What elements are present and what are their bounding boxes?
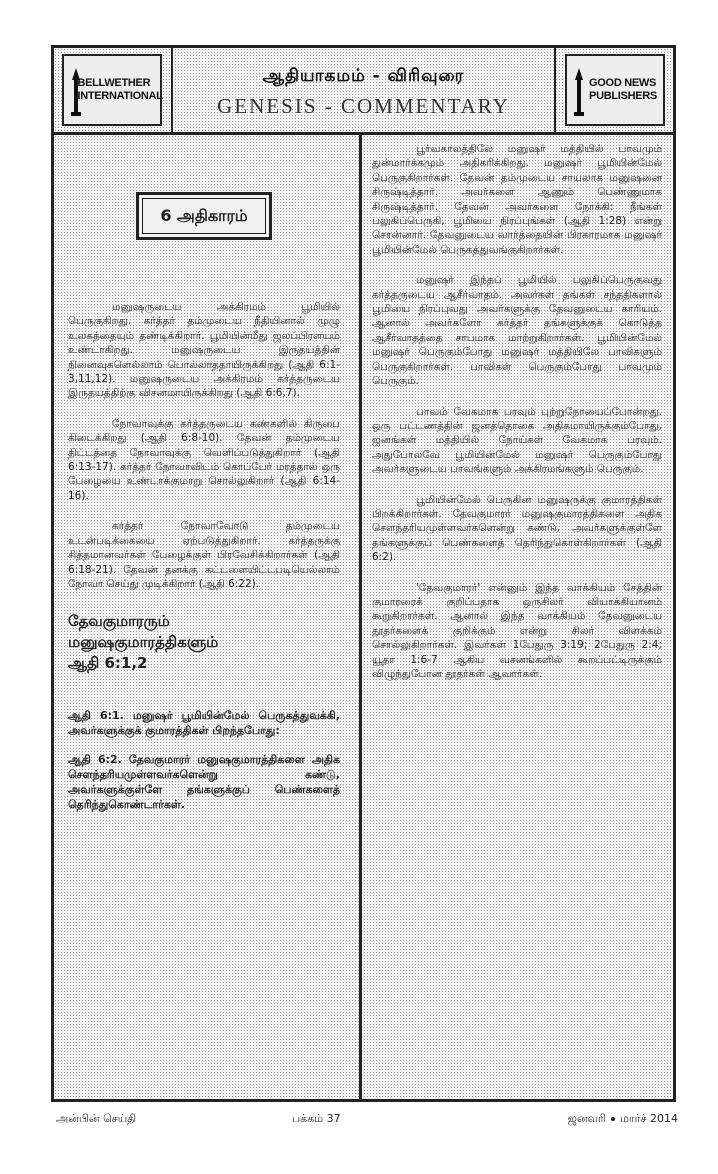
- pen-nib-icon: [573, 66, 585, 118]
- left-column: [68, 138, 340, 826]
- heading-line: மனுஷகுமாரத்திகளும்: [68, 633, 219, 652]
- verse: ஆதி 6:2. தேவகுமாரர் மனுஷகுமாரத்திகளை அதிக சௌந்தரியமுள்ளவர்களென்று கண்டு, அவர்களுக்குள்ளே தங்களுக்குப் பெண்களைத் தெரிந்துகொண்டார்கள்.: [68, 753, 340, 812]
- paragraph: கர்த்தர் நோவாவோடு தம்முடைய உடன்படிக்கையை ஏற்படுத்துகிறார். கர்த்தருக்கு சித்தமானவர்கள் பேழைக்குள் பிரவேசிக்கிறார்கள் (ஆதி 6:18-21). தேவன் தனக்கு கட்டளையிட்டபடியெல்லாம் நோவா செய்து முடிக்கிறார் (ஆதி 6:22).: [68, 520, 340, 590]
- page-frame: [51, 45, 676, 1102]
- title-tamil: ஆதியாகமம் - விரிவுரை: [262, 66, 465, 86]
- paragraph: மனுஷர் இந்தப் பூமியில் பலுகிப்பெருகுவது கர்த்தருடைய ஆசீர்வாதம். அவர்கள் தங்கள் சந்ததிகளால் பூமியை நிரப்புவது அவர்களுக்கு தேவனுடைய காரியம். ஆனால் அவர்களோ கர்த்தர் தங்களுக்குக் கொடுத்த ஆசீர்வாதத்தை சாபமாக மாற்றுகிறார்கள். பூமியின்மேல் மனுஷர் பெருகும்போது மனுஷர் மத்தியிலே பாவிகளும் பெருகுகிறார்கள். பாவிகள் பெருகும்போது பாவமும் பெருகும்.: [372, 274, 662, 388]
- footer-magazine-name: அன்பின் செய்தி: [56, 1112, 137, 1125]
- logo-line-2: PUBLISHERS: [589, 90, 657, 102]
- title-english: GENESIS - COMMENTARY: [217, 94, 510, 118]
- paragraph: பூர்வகாலத்திலே மனுஷர் மத்தியில் பாவமும் துன்மார்க்கமும் அதிகரிக்கிறது. மனுஷர் பூமியின்மேல் பெருகுகிறார்கள். தேவன் தம்முடைய சாயலாக மனுஷனை சிருஷ்டித்தார். அவர்களை ஆணும் பெண்ணுமாக சிருஷ்டித்தார். தேவன் அவர்களை நோக்கி: நீங்கள் பலுகிப்பெருகி, பூமியை நிரப்புங்கள் (ஆதி 1:28) என்று சொன்னார். தேவனுடைய வார்த்தையின் பிரகாரமாக மனுஷர் பூமியின்மேல் பெருகத்துவங்குகிறார்கள்.: [372, 143, 662, 256]
- heading-line: தேவகுமாரரும்: [68, 612, 170, 631]
- logo-line-1: GOOD NEWS: [589, 77, 657, 89]
- chapter-box: 6 அதிகாரம்: [136, 192, 272, 240]
- paragraph: நோவாவுக்கு கர்த்தருடைய கண்களில் கிருபை கிடைக்கிறது (ஆதி 6:8-10). தேவன் தம்முடைய திட்டத்தை நோவாவுக்கு வெளிப்படுத்துகிறார் (ஆதி 6:13-17). கர்த்தர் நோவாவிடம் கொப்பேர் மரத்தால் ஒரு பேழையை உண்டாக்குமாறு சொல்லுகிறார் (ஆதி 6:14-16).: [68, 417, 340, 502]
- footer-date-b: மார்ச் 2014: [620, 1112, 678, 1125]
- paragraph: 'தேவகுமாரர்' என்னும் இந்த வாக்கியம் சேத்தின் குமாரரைக் குறிப்பதாக ஒருசிலர் வியாக்கியானம் கூறுகிறார்கள். ஆனால் இந்த வாக்கியம் தேவனுடைய தூதர்களைக் குறிக்கும் என்று சிலர் விளக்கம் சொல்லுகிறார்கள். இவர்கள் 1பேதுரு 3:19; 2பேதுரு 2:4; யூதா 1:6-7 ஆகிய வசனங்களில் கூறப்பட்டிருக்கும் விழுந்துபோன தூதர்கள் ஆவார்கள்.: [372, 581, 662, 680]
- page-header: [54, 48, 673, 135]
- paragraph: பாவம் வேகமாக பரவும் புற்றுநோயைப்போன்றது. ஒரு பட்டணத்தின் ஜனத்தொகை அதிகமாயிருக்கும்போது, ஜனங்கள் மத்தியில் நோய்கள் வேகமாக பரவும். அதுபோலவே பூமியின்மேல் மனுஷர் பெருகும்போது அவர்களுடைய பாவங்களும் அக்கிரமங்களும் பெருகும்.: [372, 405, 662, 476]
- good-news-logo: [565, 54, 665, 126]
- page-footer: [56, 1112, 678, 1128]
- verse: ஆதி 6:1. மனுஷர் பூமியின்மேல் பெருகத்துவக்கி, அவர்களுக்குக் குமாரத்திகள் பிறந்தபோது:: [68, 709, 340, 738]
- footer-date: [568, 1112, 678, 1127]
- paragraph: மனுஷருடைய அக்கிரமம் பூமியில் பெருகுகிறது. கர்த்தர் தம்முடைய நீதியினால் முழு உலகத்தையும் தண்டிக்கிறார். பூமியின்மீது ஜலப்பிரளயம் உண்டாகிறது. மனுஷருடைய இருதயத்தின் நினைவுகளெல்லாம் பொல்லாததாயிருக்கிறது (ஆதி 6:1-3,11,12). மனுஷருடைய அக்கிரமம் கர்த்தருடைய இருதயத்திற்கு விசனமாயிருக்கிறது (ஆதி 6:6,7).: [68, 301, 340, 400]
- pen-nib-icon: [70, 66, 82, 118]
- bellwether-logo: [62, 54, 162, 126]
- paragraph: பூமியின்மேல் பெருகின மனுஷருக்கு குமாரத்திகள் பிறக்கிறார்கள். தேவகுமாரர் மனுஷகுமாரத்திகளை அதிக சௌந்தரியமுள்ளவர்களென்று கண்டு, அவர்களுக்குள்ளே தங்களுக்குப் பெண்களைத் தெரிந்துகொள்கிறார்கள் (ஆதி 6:2).: [372, 493, 662, 564]
- page-title: [171, 48, 556, 132]
- bullet-icon: [611, 1117, 615, 1121]
- footer-page-number: பக்கம் 37: [292, 1112, 341, 1125]
- right-column: [372, 142, 662, 697]
- column-divider: [359, 133, 362, 1099]
- footer-date-a: ஜனவரி: [567, 1112, 607, 1125]
- logo-line-1: BELLWETHER: [77, 77, 151, 89]
- section-heading: [68, 611, 340, 674]
- logo-line-2: INTERNATIONAL: [77, 90, 163, 102]
- heading-line: ஆதி 6:1,2: [68, 654, 148, 673]
